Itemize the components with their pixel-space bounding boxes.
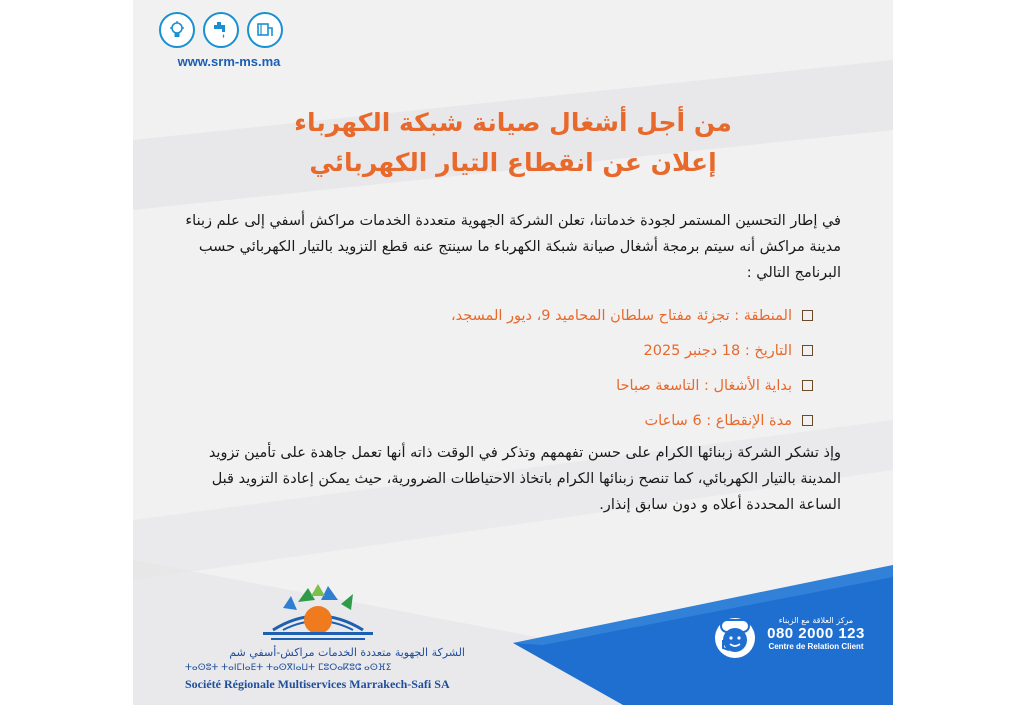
- schedule-list: [283, 298, 813, 438]
- list-item: [283, 403, 813, 438]
- call-center-info: [761, 616, 871, 651]
- checkbox-bullet-icon: [802, 310, 813, 321]
- list-item: [283, 333, 813, 368]
- schedule-zone: المنطقة : تجزئة مفتاح سلطان المحاميد 9، ديور المسجد،: [450, 307, 792, 324]
- list-item: [283, 368, 813, 403]
- service-icons: [159, 12, 295, 52]
- company-logo: [253, 582, 383, 644]
- schedule-duration: مدة الإنقطاع : 6 ساعات: [644, 412, 792, 429]
- checkbox-bullet-icon: [802, 380, 813, 391]
- call-center-phone-number[interactable]: 080 2000 123: [767, 625, 865, 642]
- checkbox-bullet-icon: [802, 345, 813, 356]
- list-item: [283, 298, 813, 333]
- company-name-arabic: الشركة الجهوية متعددة الخدمات مراكش-أسفي شم: [229, 646, 465, 659]
- announcement-poster: [133, 0, 893, 705]
- call-center-arabic-label: مركز العلاقة مع الزبناء: [778, 616, 854, 625]
- website-url[interactable]: www.srm-ms.ma: [177, 54, 281, 69]
- sanitation-icon: [247, 12, 283, 48]
- checkbox-bullet-icon: [802, 415, 813, 426]
- title-line-2: إعلان عن انقطاع التيار الكهربائي: [309, 148, 717, 177]
- call-center-agent-icon: [711, 612, 759, 660]
- schedule-date: التاريخ : 18 دجنبر 2025: [643, 342, 792, 359]
- company-name-french: Société Régionale Multiservices Marrakech-Safi SA: [185, 677, 450, 691]
- schedule-start: بداية الأشغال : التاسعة صباحا: [616, 377, 792, 394]
- electricity-bulb-icon: [159, 12, 195, 48]
- company-name-tifinagh: ⵜⴰⵙⵓⵜ ⵜⴰⵏⵎⵏⴰⴹⵜ ⵜⴰⵙⴳⵏⴰⵡⵜ ⵎⵓⵔⴰⴽⵓⵛ ⴰⵙⴼⵉ: [185, 663, 392, 673]
- closing-paragraph: وإذ تشكر الشركة زبنائها الكرام على حسن تفهمهم وتذكر في الوقت ذاته أنها تعمل جاهدة على تأمين تزويد المدينة بالتيار الكهربائي، كما تنصح زبنائها الكرام باتخاذ الاحتياطات الضرورية، حيث يمكن إعادة التزويد قبل الساعة المحددة أعلاه و دون سابق إنذار.: [208, 445, 841, 513]
- intro-paragraph: في إطار التحسين المستمر لجودة خدماتنا، تعلن الشركة الجهوية متعددة الخدمات مراكش أسفي إلى علم زبناء مدينة مراكش أنه سيتم برمجة أشغال صيانة شبكة الكهرباء ما سينتج عنه قطع التزويد بالتيار الكهربائي حسب البرنامج التالي :: [185, 213, 841, 281]
- title-line-1: من أجل أشغال صيانة شبكة الكهرباء: [294, 108, 732, 137]
- water-tap-icon: [203, 12, 239, 48]
- call-center-french-label: Centre de Relation Client: [768, 642, 864, 651]
